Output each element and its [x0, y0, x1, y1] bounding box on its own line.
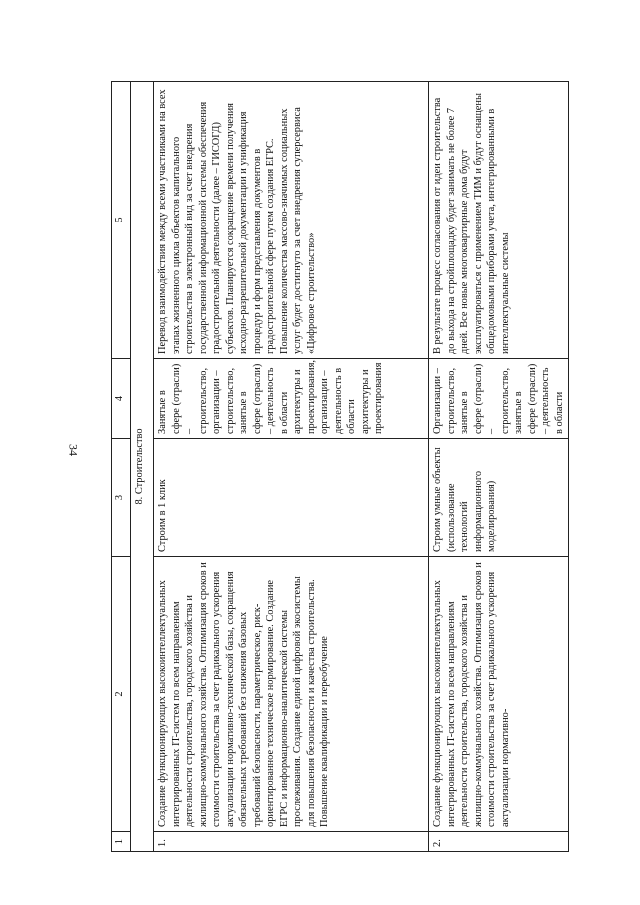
row-number: 1. — [154, 832, 429, 852]
header-cell-2: 2 — [112, 557, 131, 832]
effect-cell: В результате процесс согласования от идеи строительства до выхода на стройплощадку будет занимать не более 7 дней. Все новые многоквартирные дома будут эксплуатироваться с применением ТИМ и будут оснащены общедомовыми приборами учета, интегрированными в интеллектуальные системы — [429, 82, 569, 359]
row-number: 2. — [429, 832, 569, 852]
goal-cell: Создание функционирующих высокоинтеллектуальных интегрированных IT-систем по всем направлениям деятельности строительства, городского хозяйства и жилищно-коммунального хозяйства. Оптимизация сроков и стоимости строительства за счет радикального ускорения актуализации нормативно-технической базы, сокращения обязательных требований без снижения базовых требований безопасности, параметрическое, риск-ориентированное техническое нормирование. Создание ЕГРС и информационно-аналитической системы прослеживания. Создание единой цифровой экосистемы для повышения безопасности и качества строительства. Повышение квалификации и переобучение — [154, 557, 429, 832]
sphere-cell: Занятые в сфере (отрасли) – строительство, организации – строительство, занятые в сфере (отрасли) – деятельность в области архитектуры и проектирования, организации – деятельность в области архитектуры и проектирования — [154, 359, 429, 439]
header-cell-4: 4 — [112, 359, 131, 439]
goal-cell: Создание функционирующих высокоинтеллектуальных интегрированных IT-систем по всем направлениям деятельности строительства, городского хозяйства и жилищно-коммунального хозяйства. Оптимизация сроков и стоимости строительства за счет радикального ускорения актуализации нормативно- — [429, 557, 569, 832]
header-cell-3: 3 — [112, 439, 131, 557]
effect-cell: Перевод взаимодействия между всеми участниками на всех этапах жизненного цикла объектов капитального строительства в электронный вид за счет внедрения государственной информационной системы обеспечения градостроительной деятельности (далее – ГИСОГД) субъектов. Планируется сокращение времени получения исходно-разрешительной документации и унификация процедур и форм представления документов в градостроительной сфере путем создания ЕГРС. Повышение количества массово-значимых социальных услуг будет достигнуто за счет внедрения суперсервиса «Цифровое строительство» — [154, 82, 429, 359]
page-number: 34 — [66, 444, 81, 456]
table-header-row — [112, 82, 131, 852]
section-title: 8. Строительство — [131, 82, 154, 852]
table-row — [429, 82, 569, 852]
project-cell: Строим в 1 клик — [154, 439, 429, 557]
sphere-cell: Организации – строительство, занятые в сфере (отрасли) – строительство, занятые в сфере (отрасли) – деятельность в области — [429, 359, 569, 439]
project-cell: Строим умные объекты (использование технологий информационного моделирования) — [429, 439, 569, 557]
rotated-table-content — [111, 82, 565, 852]
header-cell-1: 1 — [112, 832, 131, 852]
table-row — [154, 82, 429, 852]
section-row — [131, 82, 154, 852]
header-cell-5: 5 — [112, 82, 131, 359]
strategy-table — [111, 81, 569, 852]
rotated-table-frame — [111, 82, 565, 852]
